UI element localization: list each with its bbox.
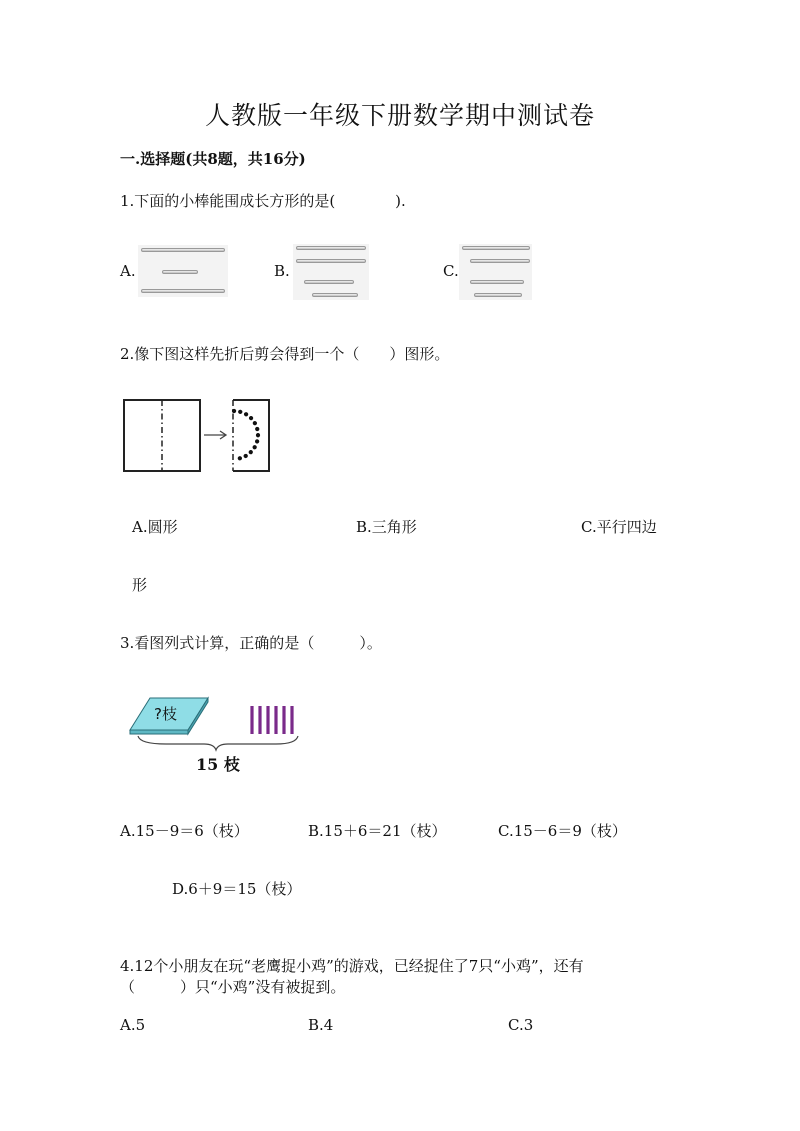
- q3-option-b[interactable]: B.15＋6＝21（枝）: [308, 822, 447, 840]
- q3-option-a[interactable]: A.15－9＝6（枝）: [120, 822, 249, 840]
- q2-option-c-continued: 形: [132, 576, 148, 594]
- q3-book-label: ?枝: [154, 705, 177, 723]
- q1-option-c[interactable]: C.: [443, 262, 459, 280]
- question-4-text-line2: （ ）只“小鸡”没有被捉到。: [120, 978, 346, 996]
- q4-option-c[interactable]: C.3: [508, 1016, 534, 1034]
- q3-option-c[interactable]: C.15－6＝9（枝）: [498, 822, 627, 840]
- q2-option-c[interactable]: C.平行四边: [581, 518, 657, 536]
- page-title: 人教版一年级下册数学期中测试卷: [204, 101, 595, 130]
- question-1-text: 1.下面的小棒能围成长方形的是( ).: [120, 192, 406, 210]
- q2-option-a[interactable]: A.圆形: [132, 518, 178, 536]
- q3-figure: [126, 692, 306, 777]
- section-heading: 一.选择题(共8题，共16分): [120, 150, 306, 168]
- q1-option-a[interactable]: A.: [120, 262, 136, 280]
- q3-total-label: 15 枝: [196, 755, 240, 774]
- question-2-text: 2.像下图这样先折后剪会得到一个（ ）图形。: [120, 345, 450, 363]
- q4-option-b[interactable]: B.4: [308, 1016, 334, 1034]
- question-4-text-line1: 4.12个小朋友在玩“老鹰捉小鸡”的游戏，已经捉住了7只“小鸡”，还有: [120, 957, 584, 975]
- q2-fold-cut-figure: [122, 397, 274, 475]
- q4-option-a[interactable]: A.5: [120, 1016, 146, 1034]
- q3-option-d[interactable]: D.6＋9＝15（枝）: [172, 880, 302, 898]
- question-3-text: 3.看图列式计算，正确的是（ ）。: [120, 634, 382, 652]
- q1-option-b[interactable]: B.: [274, 262, 290, 280]
- pencil-icons: [252, 706, 292, 734]
- q2-option-b[interactable]: B.三角形: [356, 518, 417, 536]
